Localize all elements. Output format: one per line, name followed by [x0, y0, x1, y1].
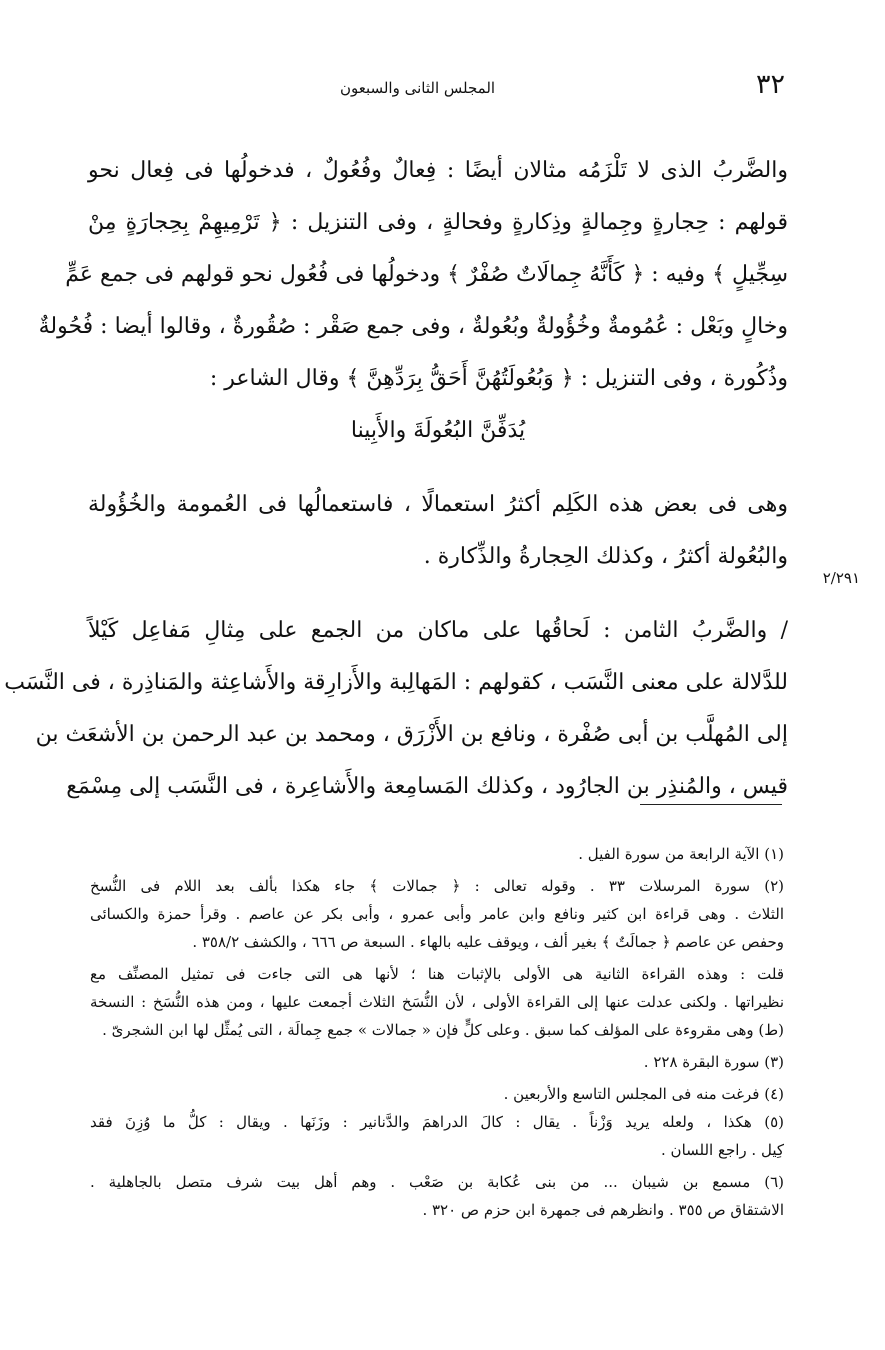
page-number: ٣٢: [755, 69, 785, 100]
paragraph-1: [38, 145, 788, 405]
text-line: سِجِّيلٍ ﴾ وفيه : ﴿ كَأَنَّهُ جِمالَاتٌ صُفْرٌ ﴾ ودخولُها فى فُعُول نحو قولهم فى جمع عَمٍّ: [65, 262, 788, 287]
footnote-line: (١) الآية الرابعة من سورة الفيل .: [578, 845, 784, 863]
footnote-line: (٤) فرغت منه فى المجلس التاسع والأربعين .: [503, 1085, 784, 1103]
running-title: المجلس الثانى والسبعون: [339, 79, 496, 97]
footnote-line: (٦) مسمع بن شيبان ... من بنى عُكابة بن صَعْب . وهم أهل بيت شرف متصل بالجاهلية .: [90, 1173, 784, 1191]
text-line: للدَّلالة على معنى النَّسَب ، كقولهم : المَهالِبة والأَزارِقة والأَشاعِثة والمَناذِرة ، فى النَّسَب: [4, 670, 788, 695]
footnote-2-comment: [90, 960, 784, 1044]
paragraph-gap: [88, 583, 788, 605]
footnote-line: وحفص عن عاصم ﴿ جمالَتٌ ﴾ بغير ألف ، ويوقف عليه بالهاء . السبعة ص ٦٦٦ ، والكشف ٣٥٨/٢ .: [192, 933, 784, 951]
footnote-line: قلت : وهذه القراءة الثانية هى الأولى بالإثبات هنا ؛ لأنها هى التى جاءت فى تمثيل المصنِّف مع: [90, 965, 784, 983]
text-line: وهى فى بعض هذه الكَلِم أكثرُ استعمالًا ، فاستعمالُها فى العُمومة والخُؤُولة: [88, 492, 788, 517]
footnote-line: (ط) وهى مقروءة على المؤلف كما سبق . وعلى كلٍّ فإن « جمالات » جمع جِمالَة ، التى يُمثِّل لها ابن الشجرىّ .: [102, 1021, 784, 1039]
footnote-1: [90, 840, 784, 868]
paragraph-3: [4, 605, 788, 813]
text-line: / والضَّربُ الثامن : لَحاقُها على ماكان من الجمع على مِثالِ مَفاعِل كَيْلاً: [88, 618, 788, 643]
text-line: قيس ، والمُنذِر بن الجارُود ، وكذلك المَسامِعة والأَشاعِرة ، فى النَّسَب إلى مِسْمَع: [66, 774, 788, 799]
footnote-6: [90, 1168, 784, 1224]
margin-reference: ٢/٢٩١: [822, 569, 860, 587]
footnote-line: نظيراتها . ولكنى عدلت عنها إلى القراءة الأولى ، لأن النُّسَخ الثلاث أجمعت عليها ، ومن هذه النُّسَخ : النسخة: [90, 993, 784, 1011]
text-line: قولهم : حِجارةٍ وجِمالةٍ وذِكارةٍ وفحالةٍ ، وفى التنزيل : ﴿ تَرْمِيهِمْ بِحِجارَةٍ مِنْ: [88, 210, 788, 235]
poetry-verse: يُدَفِّنَّ البُعُولَةَ والأَبِينا: [350, 418, 526, 443]
footnote-2: [90, 872, 784, 956]
footnote-line: الاشتقاق ص ٣٥٥ . وانظرهم فى جمهرة ابن حزم ص ٣٢٠ .: [422, 1201, 784, 1219]
footnote-line: كِيل . راجع اللسان .: [661, 1141, 784, 1159]
footnote-line: (٥) هكذا ، ولعله يريد وَزْناً . يقال : كالَ الدراهمَ والدَّنانير : وزَنَها . ويقال : كلُّ ما وُزِنَ فقد: [90, 1113, 784, 1131]
text-line: والبُعُولة أكثرُ ، وكذلك الحِجارةُ والذِّكارة .: [423, 544, 788, 569]
footnote-separator: [640, 804, 782, 805]
footnote-3: [90, 1048, 784, 1076]
footnote-line: الثلاث . وهى قراءة ابن كثير ونافع وابن عامر وأبى عمرو ، وأبى بكر عن عاصم . وقرأ حمزة والكسائى: [90, 905, 784, 923]
footnote-5: [90, 1108, 784, 1164]
footnotes: [90, 840, 784, 1224]
text-line: وخالٍ وبَعْل : عُمُومةٌ وخُؤُولةٌ وبُعُولةٌ ، وفى جمع صَقْر : صُقُورةٌ ، وقالوا أيضا : فُحُولةٌ: [38, 314, 788, 339]
footnote-4: [90, 1080, 784, 1108]
paragraph-2: [88, 479, 788, 583]
footnote-line: (٣) سورة البقرة ٢٢٨ .: [643, 1053, 784, 1071]
footnote-line: (٢) سورة المرسلات ٣٣ . وقوله تعالى : ﴿ جمالات ﴾ جاء هكذا بألف بعد اللام فى النُّسخ: [90, 877, 784, 895]
page-header: [50, 68, 785, 104]
text-line: إلى المُهلَّب بن أبى صُفْرة ، ونافع بن الأَزْرَق ، ومحمد بن عبد الرحمن بن الأشعَث بن: [35, 722, 788, 747]
main-text: [4, 145, 788, 813]
text-line: وذُكُورة ، وفى التنزيل : ﴿ وَبُعُولَتُهُنَّ أَحَقُّ بِرَدِّهِنَّ ﴾ وقال الشاعر :: [209, 366, 788, 391]
text-line: والضَّربُ الذى لا تَلْزَمُه مثالان أيضًا : فِعالٌ وفُعُولٌ ، فدخولُها فى فِعال نحو: [88, 158, 788, 183]
paragraph-gap: [88, 457, 788, 479]
